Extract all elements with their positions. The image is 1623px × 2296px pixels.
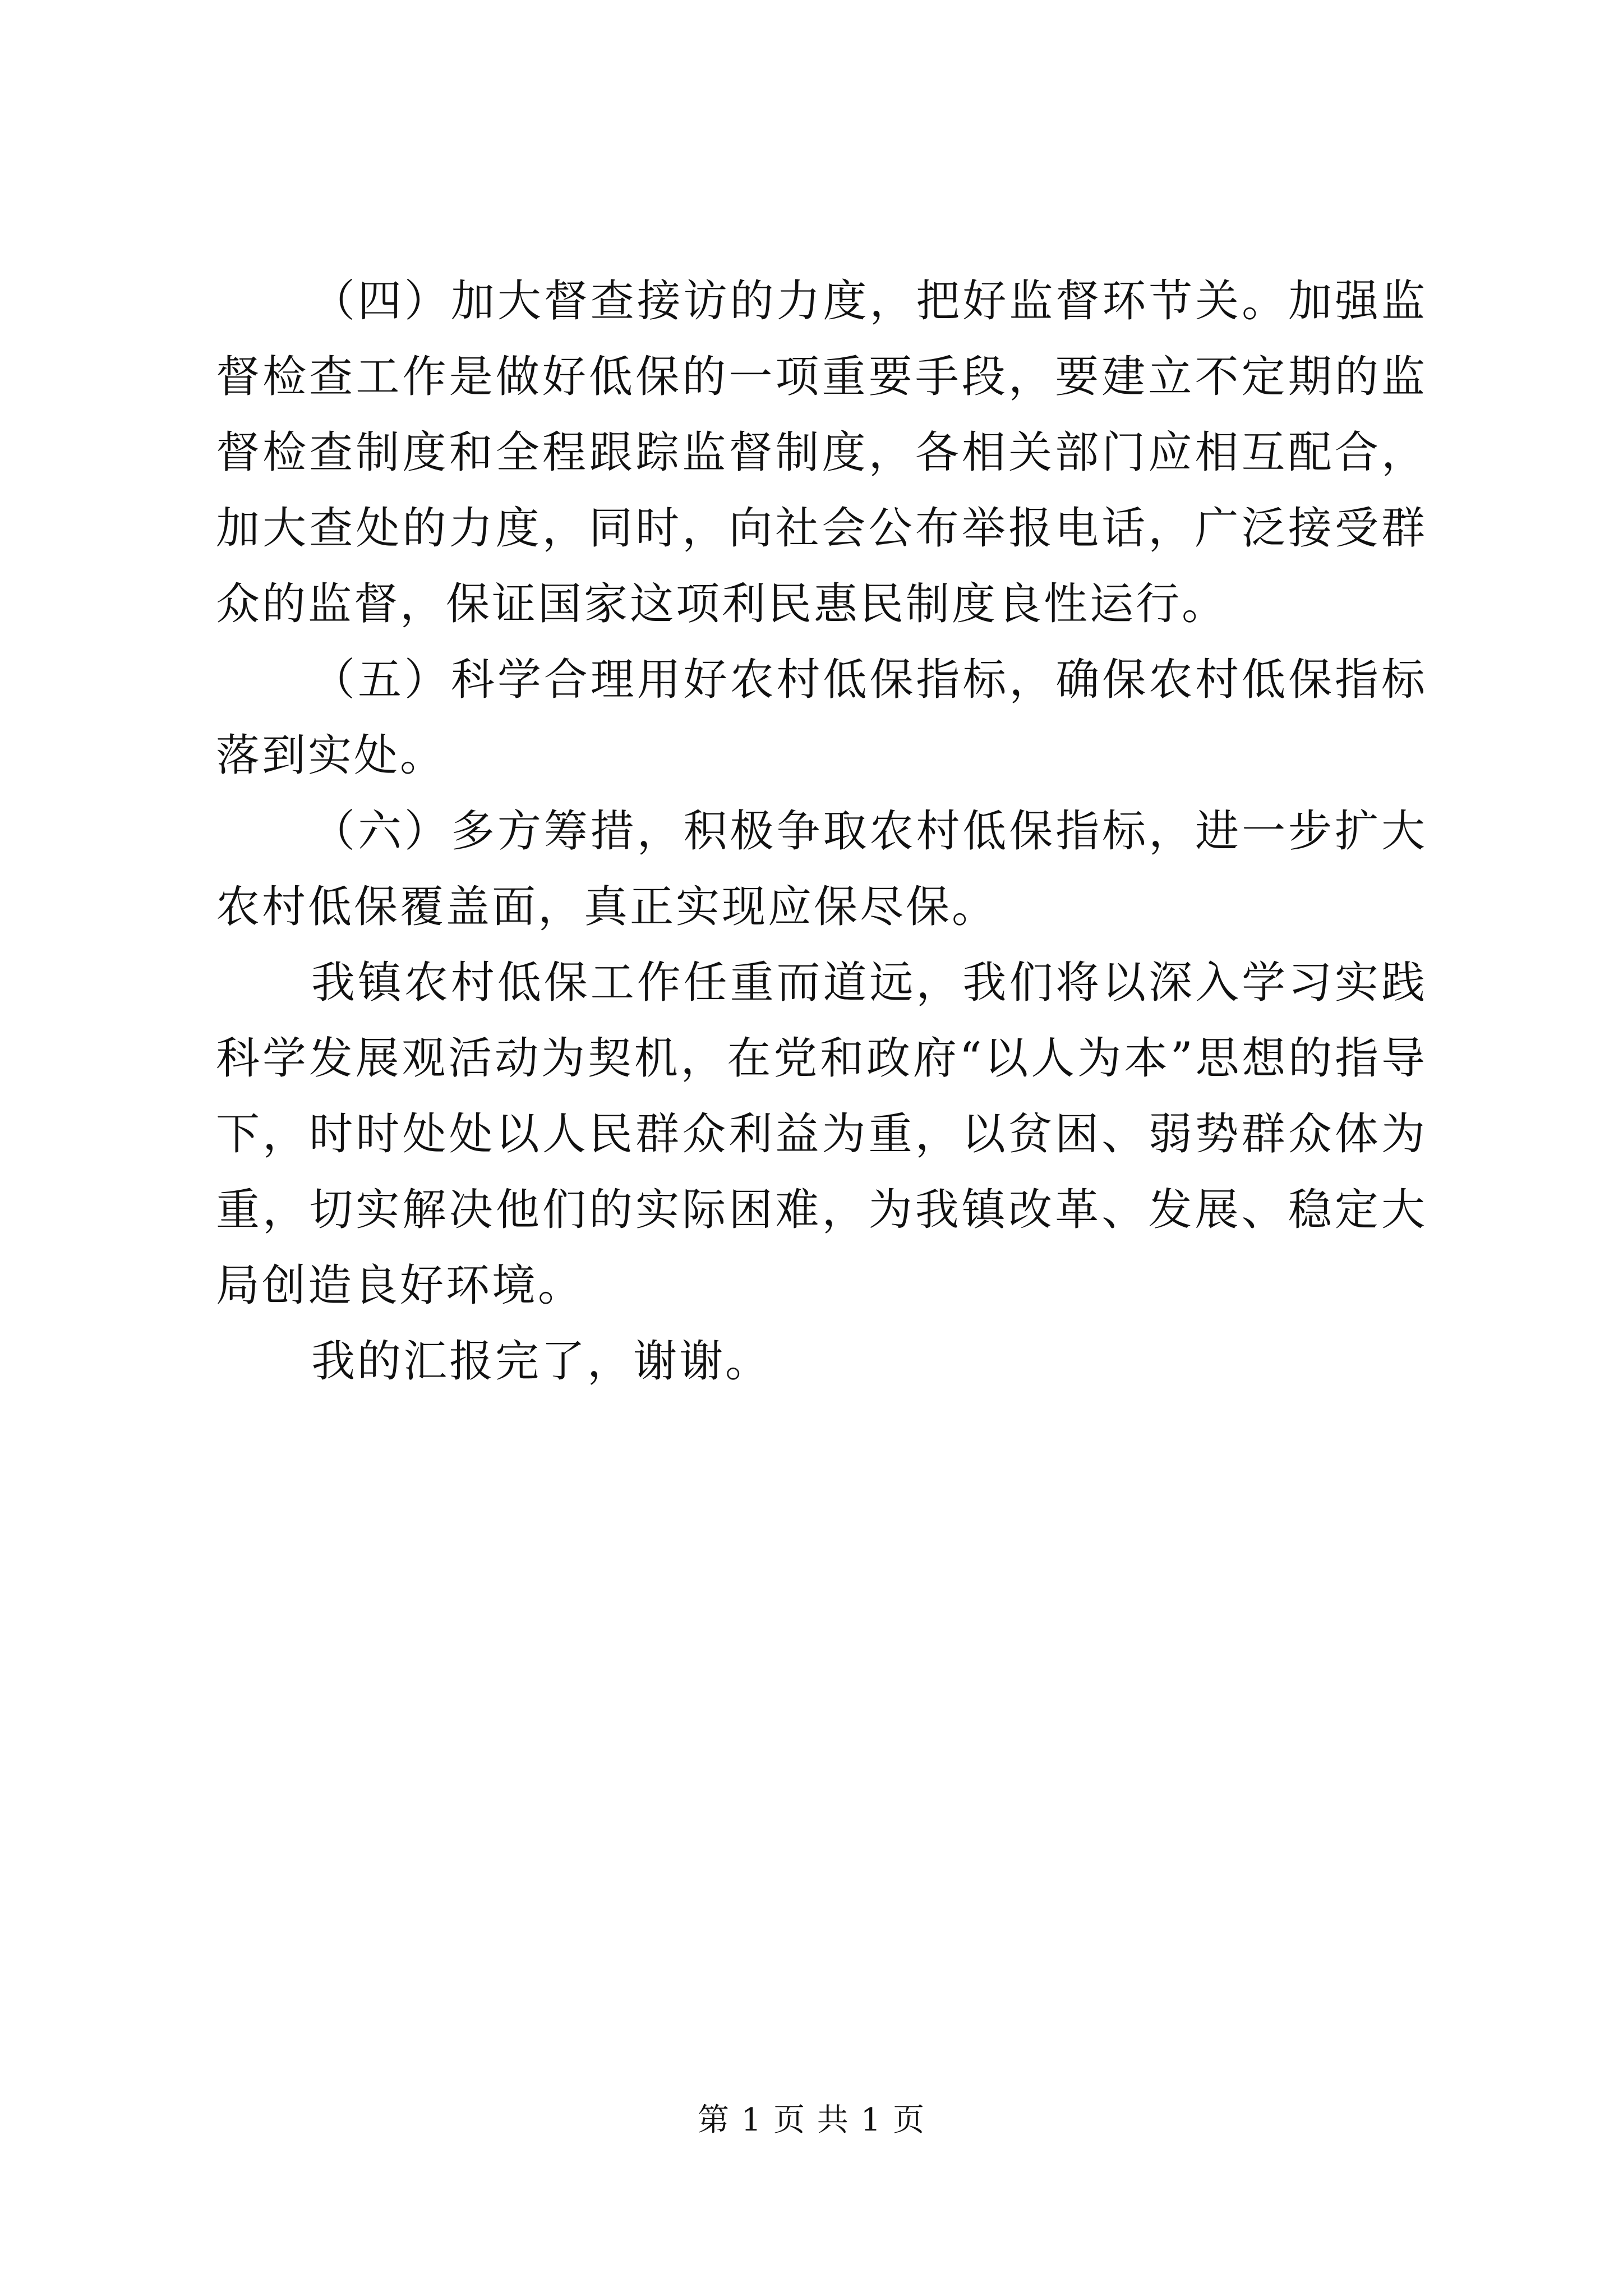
- page-number-footer: 第 1 页 共 1 页: [697, 2102, 926, 2138]
- paragraph-section-four: （四）加大督查接访的力度，把好监督环节关。加强监督检查工作是做好低保的一项重要手段，要建立不定期的监督检查制度和全程跟踪监督制度，各相关部门应相互配合，加大查处的力度，同时，向社会公布举报电话，广泛接受群众的监督，保证国家这项利民惠民制度良性运行。: [216, 276, 1427, 629]
- paragraph-conclusion: 我镇农村低保工作任重而道远，我们将以深入学习实践科学发展观活动为契机，在党和政府“以人为本”思想的指导下，时时处处以人民群众利益为重，以贫困、弱势群众体为重，切实解决他们的实际困难，为我镇改革、发展、稳定大局创造良好环境。: [216, 958, 1427, 1311]
- paragraph-section-five: （五）科学合理用好农村低保指标，确保农村低保指标落到实处。: [216, 655, 1427, 781]
- paragraph-section-six: （六）多方筹措，积极争取农村低保指标，进一步扩大农村低保覆盖面，真正实现应保尽保。: [216, 806, 1427, 932]
- paragraph-closing: 我的汇报完了，谢谢。: [311, 1336, 772, 1387]
- document-body: [216, 264, 1427, 1400]
